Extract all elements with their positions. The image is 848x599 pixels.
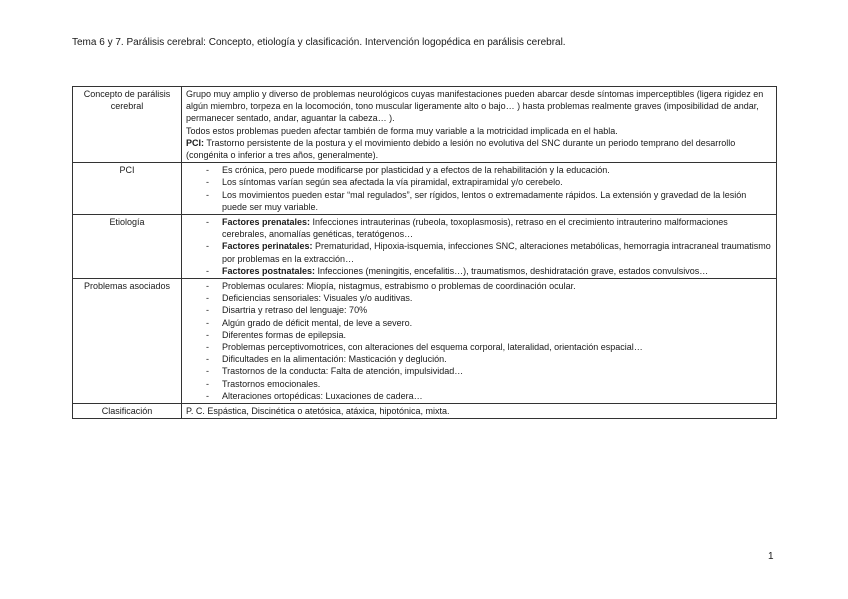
list-item: - Diferentes formas de epilepsia. [208,329,772,341]
list-item [208,265,772,277]
list-item: - Es crónica, pero puede modificarse por plasticidad y a efectos de la rehabilitación y la educación. [208,164,772,176]
list-item [208,240,772,264]
list-item: - Problemas perceptivomotrices, con alteraciones del esquema corporal, lateralidad, orientación espacial… [208,341,772,353]
page-number: 1 [768,551,774,562]
list-item: - Dificultades en la alimentación: Masticación y deglución. [208,353,772,365]
row-label: Etiología [73,215,182,279]
content-table [72,86,777,419]
row-label: Clasificación [73,404,182,419]
list-item: - Trastornos de la conducta: Falta de atención, impulsividad… [208,365,772,377]
row-content: P. C. Espástica, Discinética o atetósica, atáxica, hipotónica, mixta. [182,404,777,419]
factor-term: Factores prenatales: [222,217,311,228]
row-label: PCI [73,163,182,215]
paragraph: Grupo muy amplio y diverso de problemas neurológicos cuyas manifestaciones pueden abarcar desde síntomas imperceptibles (ligera rigidez en algún miembro, torpeza en la locomoción, tono muscular ligeramente alto o bajo… ) hasta problemas realmente graves (imposibilidad de andar, permanecer sentado, andar, aguantar la cabeza… ). [186,89,764,124]
row-content [182,279,777,404]
bullet-list [186,164,772,213]
factor-text: Infecciones (meningitis, encefalitis…), traumatismos, deshidratación grave, estados convulsivos… [315,265,709,276]
table-row [73,215,777,279]
page-header-title: Tema 6 y 7. Parálisis cerebral: Concepto, etiología y clasificación. Intervención logopédica en parálisis cerebral. [72,37,566,48]
pci-definition-text: Trastorno persistente de la postura y el movimiento debido a lesión no evolutiva del SNC durante un periodo temprano del desarrollo (congénita o inferior a tres años, generalmente). [186,137,736,161]
list-item: - Los síntomas varían según sea afectada la vía piramidal, extrapiramidal y/o cerebelo. [208,176,772,188]
factor-text: Prematuridad, Hipoxia-isquemia, infecciones SNC, alteraciones metabólicas, hemorragia intracraneal traumatismo por problemas en la extracción… [222,241,771,264]
list-item: - Problemas oculares: Miopía, nistagmus, estrabismo o problemas de coordinación ocular. [208,280,772,292]
table-row [73,404,777,419]
factor-text: Infecciones intrauterinas (rubeola, toxoplasmosis), retraso en el crecimiento intrauterino malformaciones cerebrales, anomalías genéticas, teratógenos… [222,217,728,240]
row-content [182,163,777,215]
row-label: Problemas asociados [73,279,182,404]
row-label: Concepto de parálisis cerebral [73,87,182,163]
list-item: - Deficiencias sensoriales: Visuales y/o auditivas. [208,292,772,304]
list-item: - Alteraciones ortopédicas: Luxaciones de cadera… [208,390,772,402]
list-item: - Disartria y retraso del lenguaje: 70% [208,304,772,316]
bullet-list [186,216,772,277]
table-row [73,279,777,404]
table-row [73,163,777,215]
list-item: - Trastornos emocionales. [208,378,772,390]
factor-term: Factores postnatales: [222,265,316,276]
pci-definition [186,137,772,161]
pci-term: PCI: [186,137,204,148]
row-content [182,87,777,163]
list-item [208,216,772,240]
paragraph: Todos estos problemas pueden afectar también de forma muy variable a la motricidad implicada en el habla. [186,125,618,136]
factor-term: Factores perinatales: [222,241,313,252]
list-item: - Algún grado de déficit mental, de leve a severo. [208,317,772,329]
bullet-list [186,280,772,402]
table-row [73,87,777,163]
list-item: - Los movimientos pueden estar “mal regulados”, ser rígidos, lentos o extremadamente rápidos. La extensión y gravedad de la lesión puede ser muy variable. [208,189,772,213]
row-content [182,215,777,279]
